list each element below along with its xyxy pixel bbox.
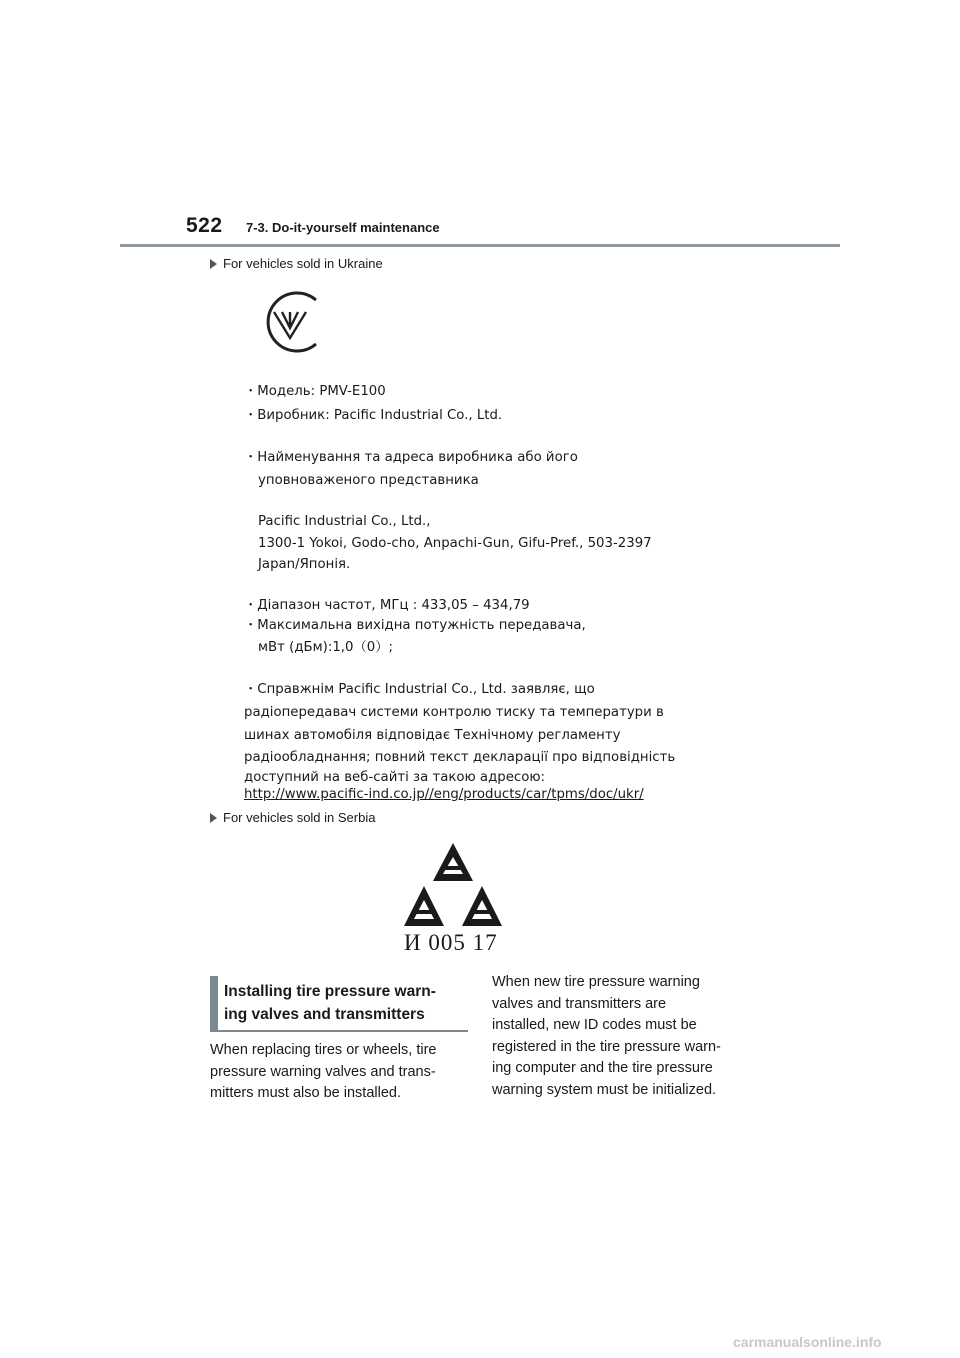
paragraph-line: When new tire pressure warning xyxy=(492,974,700,990)
ukraine-conformity-mark-icon xyxy=(256,288,324,356)
ua-declaration-line-2: радіопередавач системи контролю тиску та температури в xyxy=(244,705,664,720)
serbia-certification-code: И 005 17 xyxy=(404,930,498,955)
paragraph-line: warning system must be initialized. xyxy=(492,1081,717,1098)
install-heading-line-2: ing valves and transmitters xyxy=(224,1006,425,1023)
ua-declaration-line-4: радіообладнання; повний текст декларації про відповідність xyxy=(244,750,676,765)
paragraph-line: installed, new ID codes must be xyxy=(492,1017,697,1033)
ua-declaration-line-3: шинах автомобіля відповідає Технічному регламенту xyxy=(244,728,621,743)
triangle-bullet-icon xyxy=(210,259,217,269)
ua-address-line: 1300-1 Yokoi, Godo-cho, Anpachi-Gun, Gifu-Pref., 503-2397 xyxy=(258,536,652,551)
paragraph-line: When replacing tires or wheels, tire xyxy=(210,1042,437,1058)
ua-company-line: Pacific Industrial Co., Ltd., xyxy=(258,514,431,529)
ua-power-line: ・Максимальна вихідна потужність передавача, xyxy=(244,618,586,633)
ua-declaration-line-5: доступний на веб-сайті за такою адресою: xyxy=(244,770,546,785)
paragraph-line: valves and transmitters are xyxy=(492,995,667,1012)
install-left-paragraph xyxy=(210,1040,472,1105)
ua-model-line: ・Модель: PMV-E100 xyxy=(244,384,386,399)
site-watermark: carmanualsonline.info xyxy=(733,1334,882,1350)
install-section-heading xyxy=(210,976,468,1032)
ua-manufacturer-line: ・Виробник: Pacific Industrial Co., Ltd. xyxy=(244,408,503,423)
install-heading-line-1: Installing tire pressure warn- xyxy=(224,983,436,1000)
paragraph-line: mitters must also be installed. xyxy=(210,1085,401,1101)
ukraine-heading-text: For vehicles sold in Ukraine xyxy=(223,256,383,271)
header-divider xyxy=(120,244,840,247)
paragraph-line: pressure warning valves and trans- xyxy=(210,1063,436,1080)
ua-country-line: Japan/Японія. xyxy=(258,557,351,572)
ukraine-heading xyxy=(210,256,383,271)
ua-declaration-link[interactable]: http://www.pacific-ind.co.jp//eng/products/car/tpms/doc/ukr/ xyxy=(244,787,644,802)
ua-name-address-line: ・Найменування та адреса виробника або його xyxy=(244,450,578,465)
triangle-bullet-icon xyxy=(210,813,217,823)
paragraph-line: ing computer and the tire pressure xyxy=(492,1060,713,1076)
ua-frequency-line: ・Діапазон частот, МГц : 433,05 – 434,79 xyxy=(244,598,530,613)
page-number: 522 xyxy=(186,214,223,237)
ua-power-value-line: мВт (дБм):1,0（0）; xyxy=(258,640,394,655)
ua-declaration-line-1: ・Справжнім Pacific Industrial Co., Ltd. заявляє, що xyxy=(244,682,595,697)
serbia-conformity-mark-icon xyxy=(400,840,506,930)
serbia-heading xyxy=(210,810,375,825)
section-title: 7-3. Do-it-yourself maintenance xyxy=(246,220,440,235)
paragraph-line: registered in the tire pressure warn- xyxy=(492,1038,721,1055)
serbia-heading-text: For vehicles sold in Serbia xyxy=(223,810,376,825)
install-right-paragraph xyxy=(492,972,760,1101)
ua-representative-line: уповноваженого представника xyxy=(258,473,479,488)
